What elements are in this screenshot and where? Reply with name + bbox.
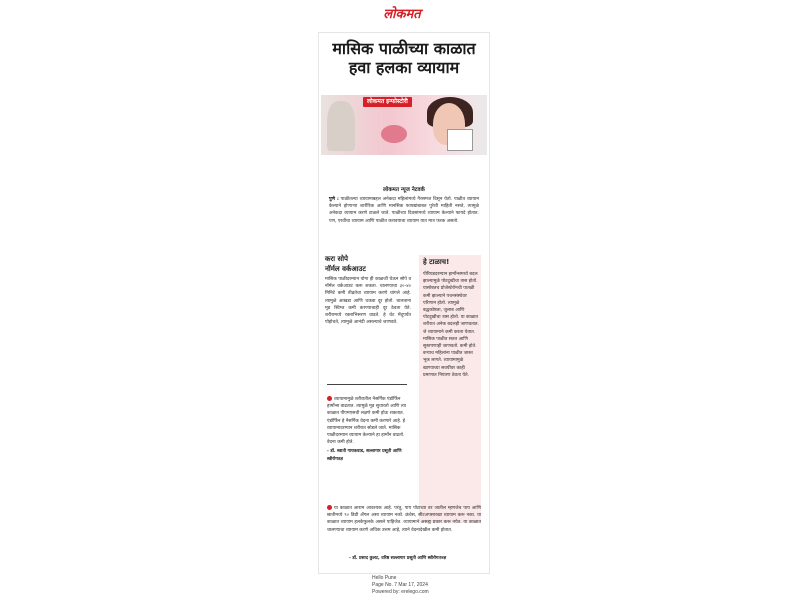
- quote-2-attribution: - डॉ. प्रसाद कुलट, वरिष्ठ सल्लागार प्रसूती आणि स्त्रीरोगतज्ज्ञ: [349, 556, 447, 561]
- byline: लोकमत न्यूज नेटवर्क: [383, 187, 425, 193]
- expert-quote-2: [327, 505, 481, 534]
- divider: [327, 384, 407, 385]
- calendar-icon: [447, 129, 473, 151]
- quote-bullet-icon: [327, 505, 332, 510]
- news-clipping: [318, 32, 490, 574]
- article-headline: मासिक पाळीच्या काळात हवा हलका व्यायाम: [332, 39, 476, 77]
- dateline: पुणे :: [329, 197, 339, 202]
- footer-powered-by: Powered by: erelego.com: [372, 589, 429, 595]
- lips-illustration: [381, 125, 407, 143]
- banner-brand: लोकमत: [367, 98, 385, 105]
- quote-1-attribution: - डॉ. स्वाती गायकवाड, सल्लागार प्रसूती आणि स्त्रीरोगतज्ञ: [327, 449, 402, 462]
- footer-page-date: Page No. 7 Mar 17, 2024: [372, 582, 428, 588]
- quote-bullet-icon: [327, 396, 332, 401]
- sidebar-body-text: पीरियडदरम्यान हार्मोन्समध्ये बदल झाल्यामुळे पोटदुखीचा त्रास होतो. यासोबतच प्रोजेस्टेरॉनची पातळी कमी झाल्याने पचनसंस्थेवर परिणाम होतो. त्यामुळे बद्धकोष्ठता, जुलाब आणि पोटदुखीचा त्रास होतो. या काळात शरीरात अनेक बदलही जाणवतात. जे व्यायामाने कमी करता येतात. मासिक पाळीत सतत आणि सुस्तपणाही जाणवतो. कमी होते. बऱ्याच महिलांना पाळीत जास्त भूक लागते. व्यायामामुळे खाण्याच्या सवयींवर काही प्रमाणात नियंत्रण ठेवता येते.: [423, 272, 480, 378]
- subheading-1: करा सोपे: [325, 255, 349, 263]
- intro-paragraph: [329, 196, 479, 225]
- intro-text: पाळीतल्या व्यायामाबद्दल अनेकदा महिलांमध्ये गैरसमज दिसून येतो. पाळीत व्यायाम केल्याने होणाऱ्या शारीरिक आणि मानसिक फायद्यांबाबत पुरेशी माहिती नसते, त्यामुळे अनेकदा व्यायाम करणे टाळले जाते. पाळीच्या दिवसांमध्ये व्यायाम केल्याने फायदे होतात. पण, एरवीचा व्यायाम आणि पाळीत करावयाचा व्यायाम यात मात्र फरक असतो.: [329, 197, 479, 224]
- expert-quote-1: [327, 396, 411, 463]
- footer-edition: Hello Pune: [372, 575, 397, 581]
- subheading-2: नॉर्मल वर्कआउट: [325, 265, 366, 273]
- quote-2-text: या काळात आराम आवश्यक आहे. परंतु, पाय पोटाच्या वर जातील म्हणजेच पाय आणि छातीमध्ये ९० डिग्री अँगल असा व्यायाम नको. क्रंचेस, सीटअपसारखा व्यायाम करू नका. या काळात व्यायाम हलकेफुलके असले पाहिजेत. व्यायामाने असह्य प्रकार करू नयेत. या काळात चालण्याचा व्यायाम करणे अधिक उत्तम आहे, त्याने वेदनादेखील कमी होतात.: [327, 506, 481, 533]
- sidebar-heading: हे टाळाच!: [423, 258, 450, 266]
- infostory-banner-image: [321, 95, 487, 155]
- banner-tag-label: इन्फोस्टोरी: [386, 98, 408, 105]
- quote-1-text: व्यायामामुळे शरीरातील नैसर्गिक एंडॉर्फिन हार्मोन्स वाढतात. त्यामुळे मूड सुधारतो आणि त्या काळात पीएमएसची लक्षणे कमी होऊ शकतात. एंडॉर्फिन हे नैसर्गिक वेदना कमी करणारे आहे. हे व्यायामादरम्यान शरीरात सोडले जाते. मासिक पाळीदरम्यान व्यायाम केल्याने हा हार्मोन वाढतो. वेदना कमी होते.: [327, 397, 406, 446]
- newspaper-masthead: लोकमत: [383, 7, 421, 22]
- statue-illustration: [327, 101, 355, 151]
- avoid-sidebar: [419, 255, 481, 523]
- infostory-tag: [363, 97, 412, 107]
- left-body-text: मासिक पाळीदरम्यान योगा ही काळजी घेऊन सोपे व नॉर्मल वर्कआउट करू शकता. चालण्याचा ३०-४० मिनिटे कमी तीव्रतेचा व्यायाम करणे चांगले आहे. त्यामुळे आखडा आणि थकवा दूर होतो. चालताना मूड स्विंग्ज कमी करण्याचाही दूर ठेवता येते. शरीरामध्ये रक्ताभिसरण वाढते. हे थेट मेंदूपर्यंत पोहोचते, त्यामुळे आनंदी असल्याचे जाणवते.: [325, 277, 411, 326]
- page-footer: [372, 575, 462, 596]
- left-column: [325, 255, 411, 326]
